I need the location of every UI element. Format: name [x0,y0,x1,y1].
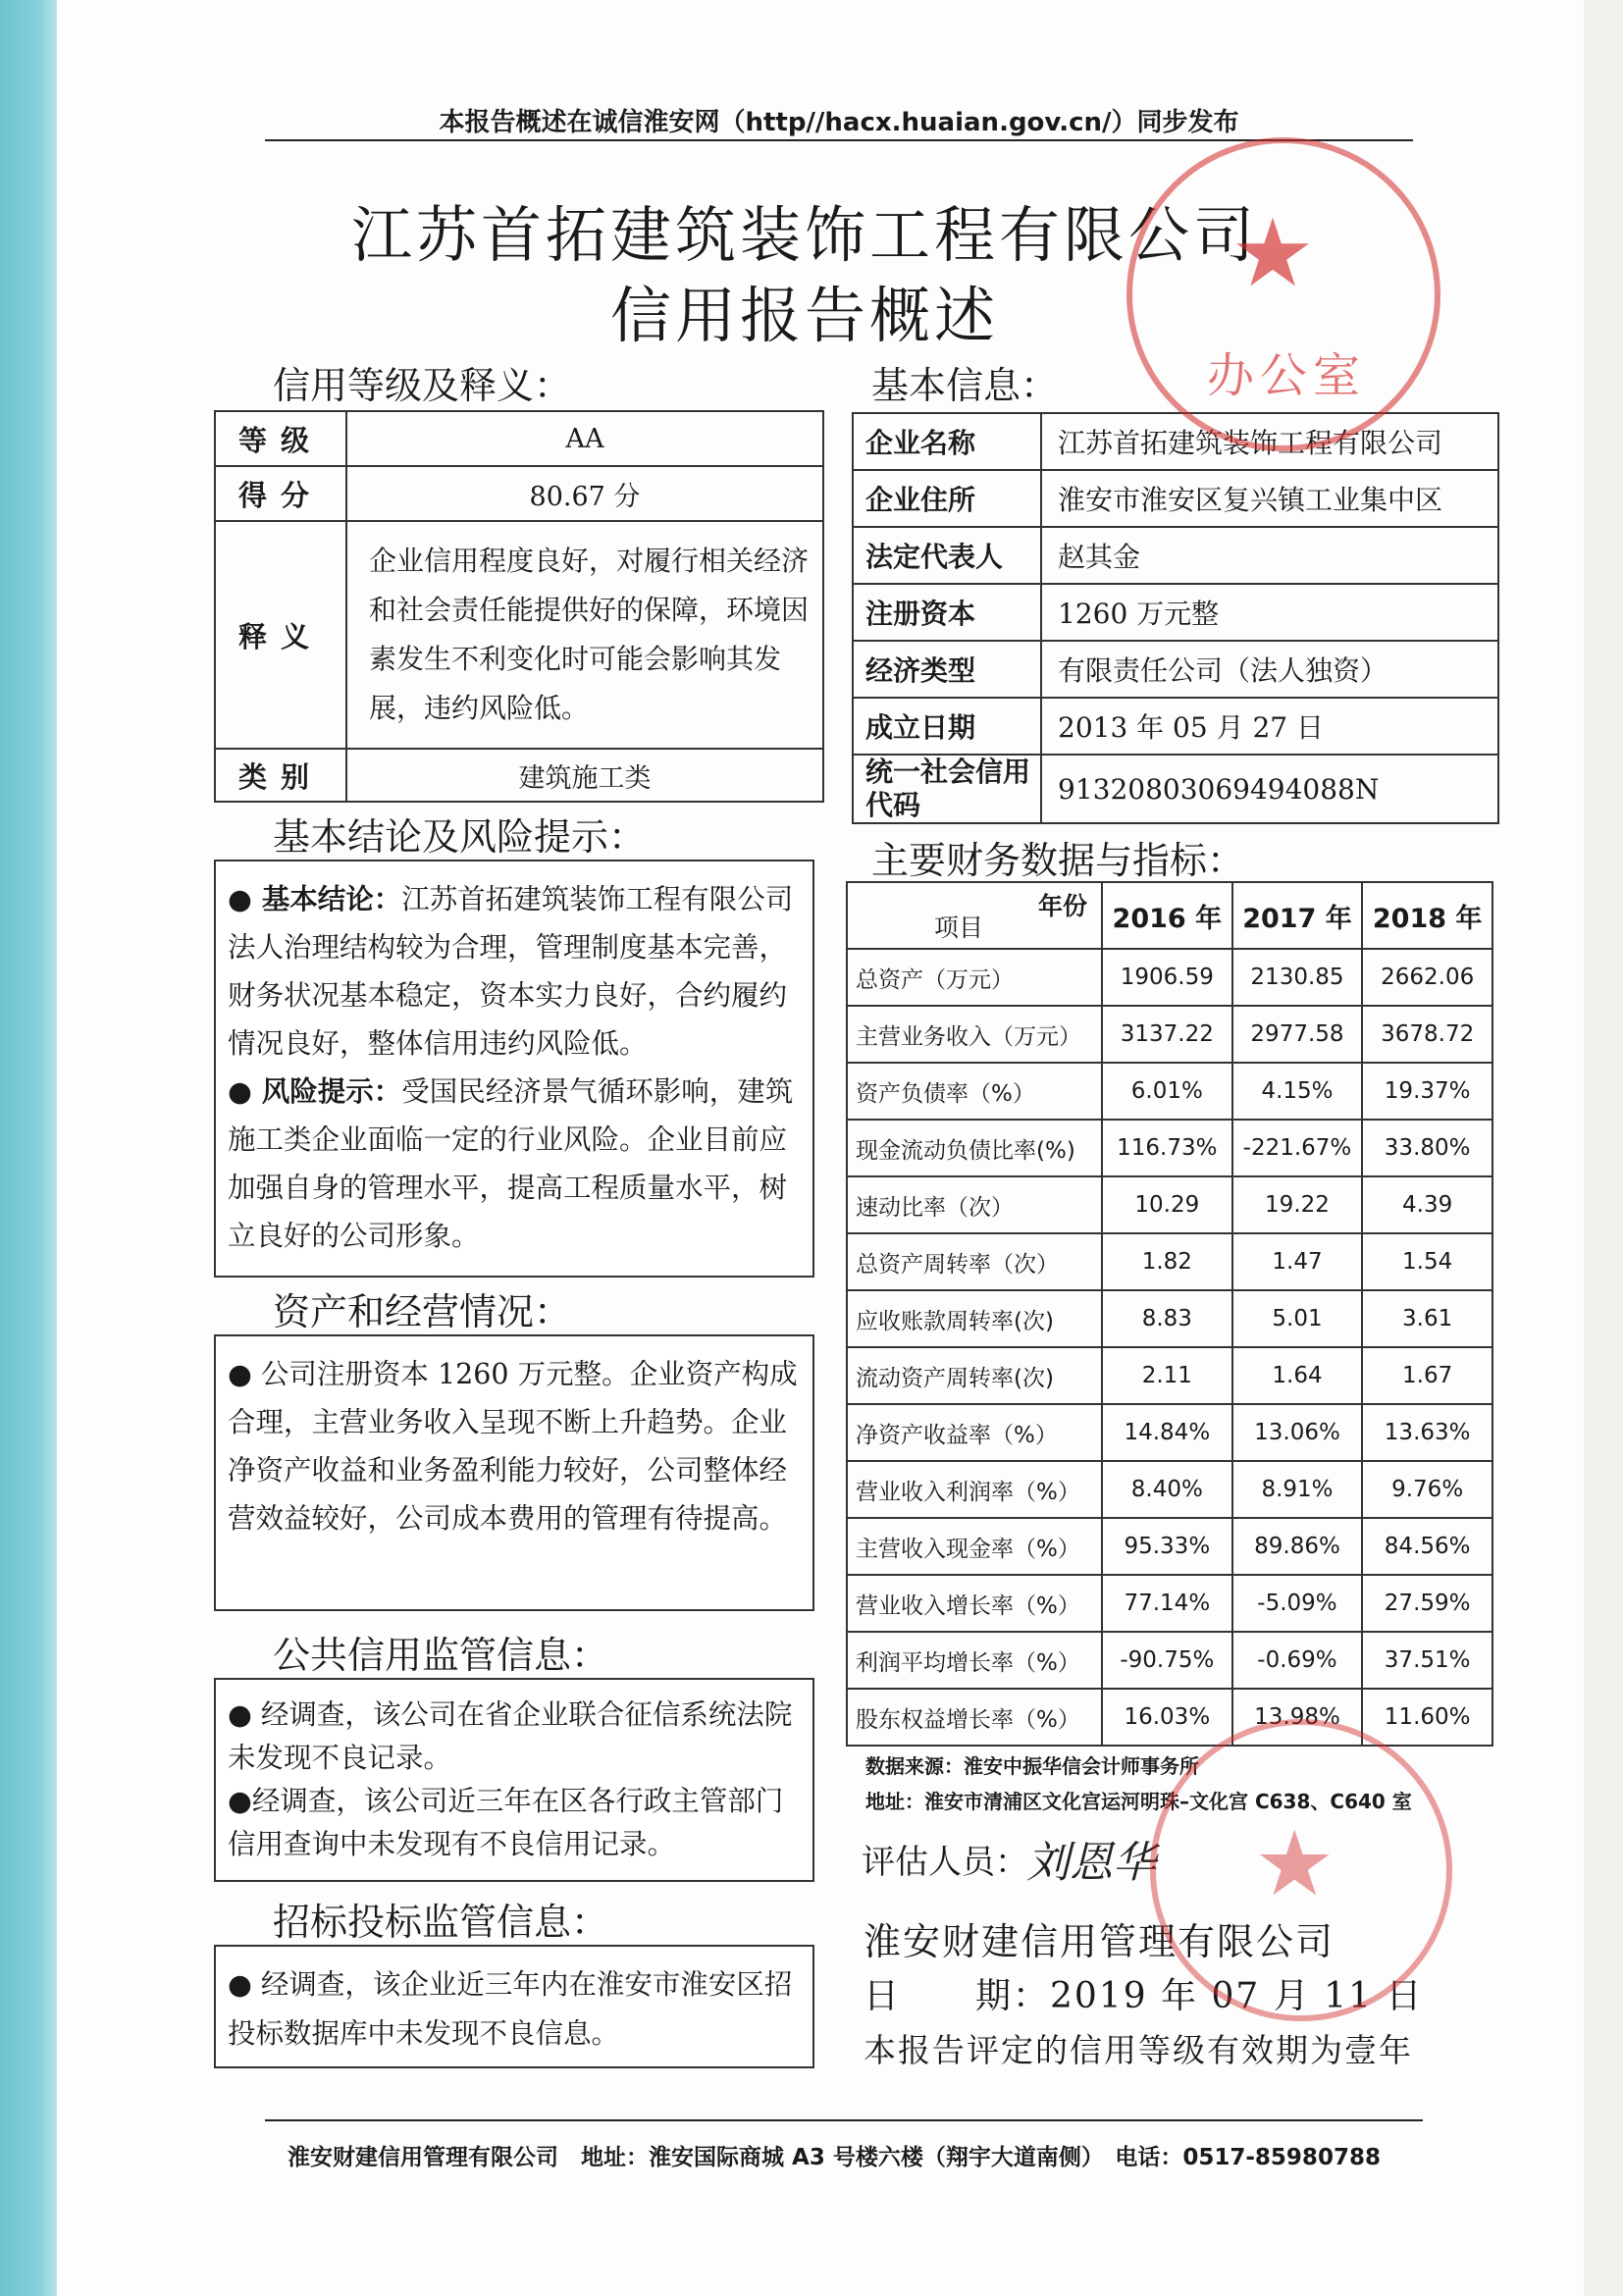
indicator-value: 2130.85 [1232,949,1363,1006]
table-row [847,1176,1492,1233]
year-header: 2017 年 [1232,882,1363,949]
indicator-value: 2977.58 [1232,1006,1363,1063]
indicator-name: 速动比率（次） [847,1176,1102,1233]
indicator-value: -0.69% [1232,1632,1363,1689]
indicator-value: 1.64 [1232,1347,1363,1404]
indicator-name: 净资产收益率（%） [847,1404,1102,1461]
table-row [847,1518,1492,1575]
basic-value: 赵其金 [1041,527,1498,584]
indicator-value: 95.33% [1102,1518,1232,1575]
table-row [847,1120,1492,1176]
section-heading-credit: 信用等级及释义： [273,364,572,407]
indicator-value: -90.75% [1102,1632,1232,1689]
indicator-value: 33.80% [1362,1120,1492,1176]
basic-label: 注册资本 [853,584,1041,641]
table-row [847,1404,1492,1461]
section-heading-conclusion: 基本结论及风险提示： [273,815,647,859]
table-row [847,1575,1492,1632]
category-label: 类别 [215,749,346,802]
conclusion-label: ● 基本结论： [228,883,402,915]
indicator-value: -5.09% [1232,1575,1363,1632]
indicator-value: 4.39 [1362,1176,1492,1233]
report-title-company: 江苏首拓建筑装饰工程有限公司 [350,199,1258,271]
indicator-value: 19.37% [1362,1063,1492,1120]
section-heading-financial: 主要财务数据与指标： [871,839,1245,882]
indicator-value: 13.98% [1232,1689,1363,1746]
explanation-text: 企业信用程度良好，对履行相关经济和社会责任能提供好的保障，环境因素发生不利变化时可能会影响其发展，违约风险低。 [346,521,823,749]
section-heading-assets: 资产和经营情况： [273,1290,572,1333]
indicator-name: 应收账款周转率(次) [847,1290,1102,1347]
credit-grade-table [214,410,824,803]
indicator-name: 总资产（万元） [847,949,1102,1006]
indicator-value: 37.51% [1362,1632,1492,1689]
indicator-value: 1906.59 [1102,949,1232,1006]
issuer-company: 淮安财建信用管理有限公司 [864,1920,1335,1963]
section-heading-public: 公共信用监管信息： [273,1634,609,1677]
indicator-name: 主营业务收入（万元） [847,1006,1102,1063]
grade-value: AA [346,411,823,466]
indicator-value: 2.11 [1102,1347,1232,1404]
section-heading-basic: 基本信息： [871,364,1059,407]
category-value: 建筑施工类 [346,749,823,802]
score-value: 80.67 分 [346,466,823,521]
indicator-value: 3137.22 [1102,1006,1232,1063]
bidding-box [214,1945,814,2068]
table-row [847,1006,1492,1063]
year-header: 2018 年 [1362,882,1492,949]
basic-value: 1260 万元整 [1041,584,1498,641]
indicator-name: 营业收入利润率（%） [847,1461,1102,1518]
table-row [847,1461,1492,1518]
indicator-value: -221.67% [1232,1120,1363,1176]
basic-label: 统一社会信用代码 [853,755,1041,823]
assets-text: ● 公司注册资本 1260 万元整。企业资产构成合理，主营业务收入呈现不断上升趋势。企业净资产收益和业务盈利能力较好，公司整体经营效益较好，公司成本费用的管理有待提高。 [228,1358,798,1535]
indicator-value: 1.54 [1362,1233,1492,1290]
indicator-value: 8.40% [1102,1461,1232,1518]
scan-edge-left [0,0,57,2296]
indicator-value: 11.60% [1362,1689,1492,1746]
indicator-value: 9.76% [1362,1461,1492,1518]
assets-box [214,1334,814,1611]
score-label: 得分 [215,466,346,521]
seal-star-icon: ★ [1254,1811,1335,1916]
indicator-value: 19.22 [1232,1176,1363,1233]
year-header: 2016 年 [1102,882,1232,949]
header-rule [265,139,1413,141]
validity-note: 本报告评定的信用等级有效期为壹年 [864,2031,1413,2069]
indicator-name: 流动资产周转率(次) [847,1347,1102,1404]
section-heading-bidding: 招标投标监管信息： [273,1901,609,1944]
table-row [847,1632,1492,1689]
basic-label: 经济类型 [853,641,1041,698]
indicator-value: 27.59% [1362,1575,1492,1632]
indicator-value: 2662.06 [1362,949,1492,1006]
table-row [847,1689,1492,1746]
indicator-value: 1.47 [1232,1233,1363,1290]
data-source: 数据来源：淮安中振华信会计师事务所 [865,1754,1199,1778]
indicator-value: 1.82 [1102,1233,1232,1290]
assessor-signature: 刘恩华 [1026,1838,1156,1888]
indicator-value: 4.15% [1232,1063,1363,1120]
indicator-value: 116.73% [1102,1120,1232,1176]
indicator-value: 14.84% [1102,1404,1232,1461]
basic-label: 法定代表人 [853,527,1041,584]
table-row [847,1063,1492,1120]
footer-rule [265,2119,1423,2121]
table-corner-cell [847,882,1102,949]
company-seal [1150,1719,1452,2021]
conclusion-box [214,860,814,1278]
indicator-name: 主营收入现金率（%） [847,1518,1102,1575]
explanation-label: 释义 [215,521,346,749]
indicator-value: 5.01 [1232,1290,1363,1347]
indicator-name: 总资产周转率（次） [847,1233,1102,1290]
publish-note: 本报告概述在诚信淮安网（http//hacx.huaian.gov.cn/）同步发布 [439,108,1239,137]
seal-star-icon: ★ [1230,198,1316,308]
basic-label: 成立日期 [853,698,1041,755]
office-seal [1126,137,1440,451]
indicator-value: 1.67 [1362,1347,1492,1404]
corner-item-label: 项目 [934,913,984,942]
seal-office-label: 办公室 [1207,348,1367,403]
table-row [847,1290,1492,1347]
public-credit-box [214,1678,814,1882]
indicator-value: 77.14% [1102,1575,1232,1632]
indicator-name: 利润平均增长率（%） [847,1632,1102,1689]
assessor-label: 评估人员： [862,1843,1028,1882]
grade-label: 等级 [215,411,346,466]
indicator-value: 16.03% [1102,1689,1232,1746]
indicator-value: 3678.72 [1362,1006,1492,1063]
issue-date: 日 期：2019 年 07 月 11 日 [864,1976,1424,2016]
basic-value: 2013 年 05 月 27 日 [1041,698,1498,755]
corner-year-label: 年份 [1037,892,1087,920]
bidding-text: ● 经调查，该企业近三年内在淮安市淮安区招投标数据库中未发现不良信息。 [228,1968,793,2050]
risk-label: ● 风险提示： [228,1075,402,1108]
report-title-subtitle: 信用报告概述 [609,280,999,351]
indicator-name: 营业收入增长率（%） [847,1575,1102,1632]
table-row [847,1233,1492,1290]
basic-value: 淮安市淮安区复兴镇工业集中区 [1041,470,1498,527]
indicator-value: 10.29 [1102,1176,1232,1233]
scan-edge-right [1584,0,1623,2296]
basic-value: 有限责任公司（法人独资） [1041,641,1498,698]
indicator-value: 13.06% [1232,1404,1363,1461]
indicator-value: 8.91% [1232,1461,1363,1518]
table-row [847,949,1492,1006]
basic-value: 91320803069494088N [1041,755,1498,823]
basic-label: 企业住所 [853,470,1041,527]
indicator-value: 84.56% [1362,1518,1492,1575]
indicator-name: 股东权益增长率（%） [847,1689,1102,1746]
public-item-admin: ●经调查，该公司近三年在区各行政主管部门信用查询中未发现有不良信用记录。 [228,1785,784,1860]
indicator-name: 现金流动负债比率(%) [847,1120,1102,1176]
footer-contact: 淮安财建信用管理有限公司 地址：淮安国际商城 A3 号楼六楼（翔宇大道南侧） 电话：0517-85980788 [288,2145,1381,2170]
indicator-value: 3.61 [1362,1290,1492,1347]
basic-info-table [852,412,1499,824]
indicator-value: 89.86% [1232,1518,1363,1575]
indicator-value: 13.63% [1362,1404,1492,1461]
indicator-name: 资产负债率（%） [847,1063,1102,1120]
indicator-value: 8.83 [1102,1290,1232,1347]
basic-value: 江苏首拓建筑装饰工程有限公司 [1041,413,1498,470]
indicator-value: 6.01% [1102,1063,1232,1120]
financial-table [846,881,1493,1747]
source-address: 地址：淮安市清浦区文化宫运河明珠–文化宫 C638、C640 室 [865,1790,1412,1813]
conclusion-text: 江苏首拓建筑装饰工程有限公司法人治理结构较为合理，管理制度基本完善，财务状况基本稳定，资本实力良好，合约履约情况良好，整体信用违约风险低。 [228,883,794,1060]
public-item-court: ● 经调查，该公司在省企业联合征信系统法院未发现不良记录。 [228,1698,793,1774]
risk-text: 受国民经济景气循环影响，建筑施工类企业面临一定的行业风险。企业目前应加强自身的管理水平，提高工程质量水平，树立良好的公司形象。 [228,1075,794,1252]
table-row [847,1347,1492,1404]
basic-label: 企业名称 [853,413,1041,470]
